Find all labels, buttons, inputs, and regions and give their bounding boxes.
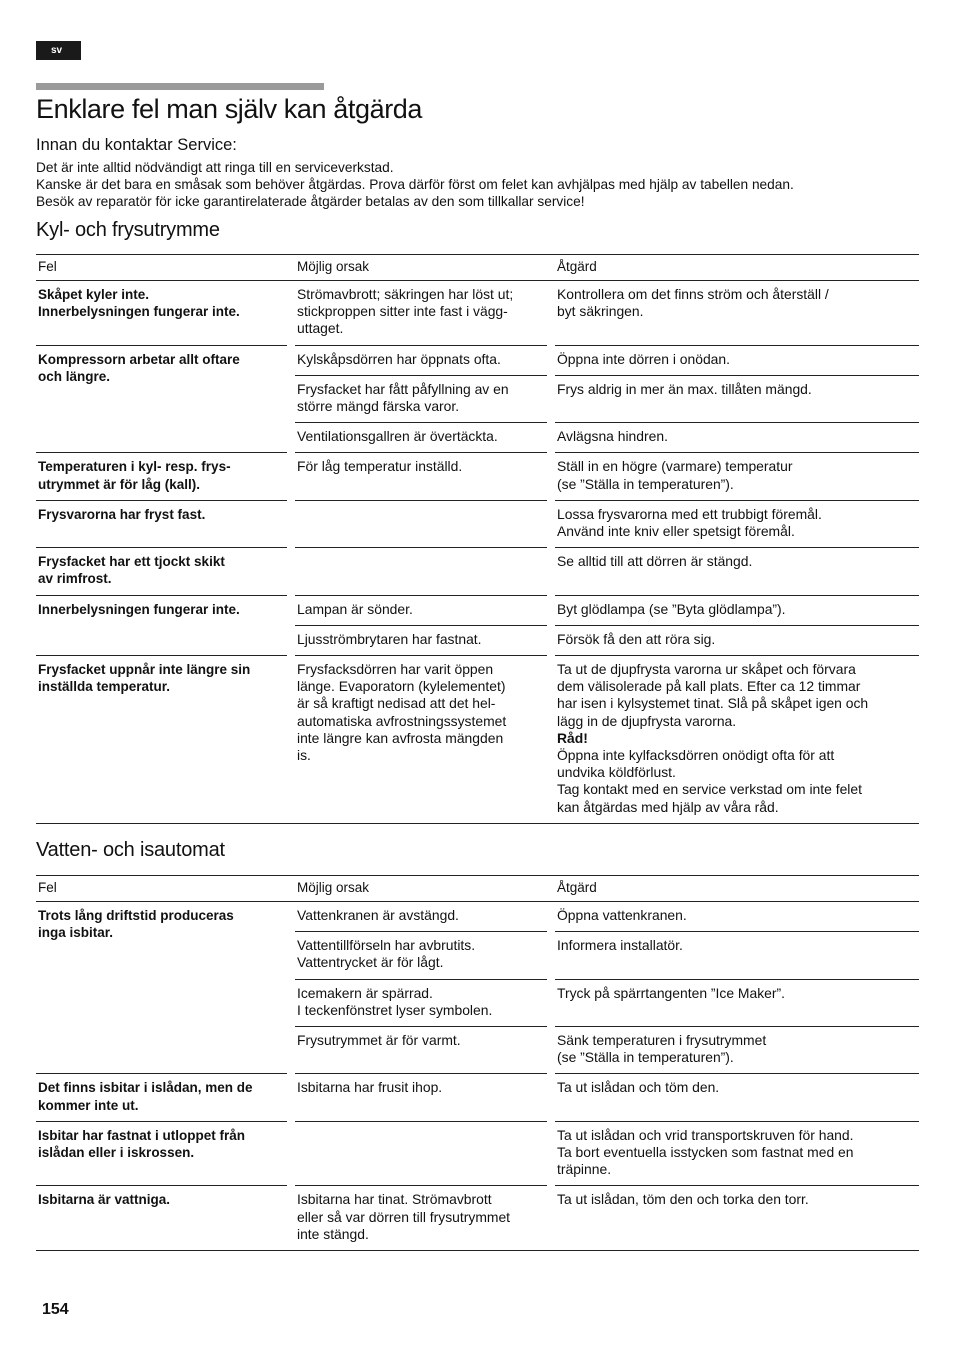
remedy-cell <box>555 375 919 422</box>
cell-line: Lossa frysvarorna med ett trubbigt föremål. <box>557 505 822 522</box>
remedy-cell <box>555 595 919 625</box>
cell-line: utrymmet är för låg (kall). <box>38 476 201 492</box>
cell-line: Ljusströmbrytaren har fastnat. <box>297 630 482 647</box>
cell-line: stickproppen sitter inte fast i vägg- <box>297 303 508 320</box>
cell-line: För låg temperatur inställd. <box>297 458 463 475</box>
header-cause: Möjlig orsak <box>295 876 547 902</box>
cell-line: Frysfacket uppnår inte längre sin <box>38 662 251 678</box>
cell-line: Vattentillförseln har avbrutits. <box>297 937 476 954</box>
cell-line: Ta ut de djupfrysta varorna ur skåpet och förvara <box>557 661 856 678</box>
cell-line: automatiska avfrostningssystemet <box>297 712 507 729</box>
cell-line: kan åtgärdas med hjälp av våra råd. <box>557 798 779 815</box>
cell-line: Icemakern är spärrad. <box>297 984 433 1001</box>
page-title: Enklare fel man själv kan åtgärda <box>36 94 423 124</box>
cell-line: Öppna vattenkranen. <box>557 907 687 923</box>
remedy-cell <box>555 281 919 346</box>
cell-line: Isbitarna har frusit ihop. <box>297 1079 443 1096</box>
header-remedy: Åtgärd <box>555 876 919 902</box>
cause-cell <box>295 595 547 625</box>
cell-line: Frysvarorna har fryst fast. <box>38 506 206 522</box>
section-title-fridge-freezer: Kyl- och frysutrymme <box>36 219 220 241</box>
cell-line: har isen i kylsystemet tinat. Slå på skåpet igen och <box>557 695 869 712</box>
cause-cell <box>295 423 547 453</box>
cause-cell <box>295 656 547 824</box>
remedy-cell <box>555 1074 919 1121</box>
cause-cell <box>295 1186 547 1251</box>
cause-cell <box>295 345 547 375</box>
cell-line: Se alltid till att dörren är stängd. <box>557 553 753 570</box>
cell-line: Frys aldrig in mer än max. tillåten mängd. <box>557 380 812 397</box>
cell-line: Tryck på spärrtangenten ”Ice Maker”. <box>557 984 785 1001</box>
remedy-cell <box>555 345 919 375</box>
fault-cell <box>36 1186 287 1251</box>
cell-line: Använd inte kniv eller spetsigt föremål. <box>557 523 795 540</box>
intro-line: Kanske är det bara en småsak som behöver åtgärdas. Prova därför först om felet kan avhjälpas med hjälp av tabellen nedan. <box>36 177 794 192</box>
cell-line: Tag kontakt med en service verkstad om inte felet <box>557 781 862 798</box>
cell-line: lägg in de djupfrysta varorna. <box>557 712 737 729</box>
fault-cell <box>36 1074 287 1121</box>
header-cause: Möjlig orsak <box>295 255 547 281</box>
cell-line: Trots lång driftstid produceras <box>38 908 234 923</box>
fault-cell <box>36 595 287 655</box>
cell-line: is. <box>297 747 311 764</box>
table-row <box>36 453 919 500</box>
cell-line: Informera installatör. <box>557 937 683 954</box>
cell-line: Ställ in en högre (varmare) temperatur <box>557 458 793 475</box>
cell-line: Innerbelysningen fungerar inte. <box>38 304 240 320</box>
cell-line: Ta bort eventuella isstycken som fastnat med en <box>557 1144 854 1161</box>
cell-line: Råd! <box>557 729 588 746</box>
cell-line: Skåpet kyler inte. <box>38 287 150 302</box>
cell-line: Isbitar har fastnat i utloppet från <box>38 1127 246 1143</box>
intro-block <box>36 136 916 210</box>
fault-cell <box>36 281 287 346</box>
cause-cell <box>295 932 547 979</box>
cause-cell <box>295 375 547 422</box>
cell-line: Det finns isbitar i islådan, men de <box>38 1080 253 1096</box>
cell-line: (se ”Ställa in temperaturen”). <box>557 1049 734 1066</box>
fault-cell <box>36 453 287 500</box>
table-row <box>36 902 919 932</box>
cell-line: Temperaturen i kyl- resp. frys- <box>38 459 231 475</box>
cell-line: inställda temperatur. <box>38 679 171 695</box>
cause-cell <box>295 902 547 932</box>
table-row <box>36 281 919 346</box>
header-fault: Fel <box>36 255 287 281</box>
fault-cell <box>36 500 287 547</box>
cause-cell <box>295 548 547 595</box>
cell-line: Frysfacket har fått påfyllning av en <box>297 380 509 397</box>
table-header-row <box>36 255 919 281</box>
cell-line: Frysfacket har ett tjockt skikt <box>38 554 225 570</box>
fault-cell <box>36 656 287 824</box>
cause-cell <box>295 625 547 655</box>
troubleshooting-table-water-ice <box>36 875 919 1251</box>
remedy-cell <box>555 1186 919 1251</box>
intro-line: Besök av reparatör för icke garantirelaterade åtgärder betalas av den som tillkallar service! <box>36 194 585 209</box>
cell-line: Byt glödlampa (se ”Byta glödlampa”). <box>557 600 786 617</box>
page-number: 154 <box>42 1301 69 1318</box>
remedy-cell <box>555 656 919 824</box>
cell-line: Innerbelysningen fungerar inte. <box>38 601 240 617</box>
cell-line: träpinne. <box>557 1161 612 1178</box>
cell-line: Ta ut islådan och vrid transportskruven för hand. <box>557 1126 854 1143</box>
cell-line: Öppna inte kylfacksdörren onödigt ofta för att <box>557 747 835 764</box>
cell-line: Ventilationsgallren är övertäckta. <box>297 428 498 445</box>
cell-line: undvika köldförlust. <box>557 764 676 781</box>
cause-cell <box>295 1027 547 1074</box>
cell-line: eller så var dörren till frysutrymmet <box>297 1208 511 1225</box>
table-header-row <box>36 876 919 902</box>
table-row <box>36 548 919 595</box>
cell-line: är så kraftigt nedisad att det hel- <box>297 695 496 712</box>
language-badge: sv <box>36 41 81 60</box>
remedy-cell <box>555 902 919 932</box>
cell-line: inte längre kan avfrosta mängden <box>297 729 504 746</box>
cause-cell <box>295 1074 547 1121</box>
cell-line: Kontrollera om det finns ström och återställ / <box>557 286 829 302</box>
header-remedy: Åtgärd <box>555 255 919 281</box>
header-fault: Fel <box>36 876 287 902</box>
cell-line: Isbitarna är vattniga. <box>38 1192 171 1208</box>
cell-line: Kylskåpsdörren har öppnats ofta. <box>297 350 501 367</box>
troubleshooting-table-fridge-freezer <box>36 254 919 824</box>
cell-line: Vattentrycket är för lågt. <box>297 954 444 971</box>
cell-line: kommer inte ut. <box>38 1097 139 1113</box>
remedy-cell <box>555 423 919 453</box>
remedy-cell <box>555 1027 919 1074</box>
remedy-cell <box>555 1121 919 1186</box>
table-row <box>36 500 919 547</box>
cell-line: Frysutrymmet är för varmt. <box>297 1032 461 1049</box>
intro-heading: Innan du kontaktar Service: <box>36 136 237 154</box>
cell-line: dem välisolerade på kall plats. Efter ca 12 timmar <box>557 678 861 695</box>
table-row <box>36 1074 919 1121</box>
fault-cell <box>36 1121 287 1186</box>
cause-cell <box>295 281 547 346</box>
table-row <box>36 1121 919 1186</box>
section-title-water-ice: Vatten- och isautomat <box>36 839 225 861</box>
fault-cell <box>36 902 287 1074</box>
table-row <box>36 1186 919 1251</box>
title-accent-bar <box>36 83 324 90</box>
remedy-cell <box>555 625 919 655</box>
cell-line: Ta ut islådan och töm den. <box>557 1079 720 1096</box>
cell-line: Strömavbrott; säkringen har löst ut; <box>297 286 514 302</box>
table-row <box>36 656 919 824</box>
cause-cell <box>295 1121 547 1186</box>
cell-line: Avlägsna hindren. <box>557 428 668 445</box>
cell-line: Lampan är sönder. <box>297 600 413 617</box>
remedy-cell <box>555 979 919 1026</box>
cell-line: inte stängd. <box>297 1225 369 1242</box>
cell-line: större mängd färska varor. <box>297 398 460 415</box>
cause-cell <box>295 453 547 500</box>
cell-line: Försök få den att röra sig. <box>557 630 716 647</box>
cell-line: (se ”Ställa in temperaturen”). <box>557 475 734 492</box>
remedy-cell <box>555 500 919 547</box>
cell-line: av rimfrost. <box>38 571 112 587</box>
cell-line: Frysfacksdörren har varit öppen <box>297 661 494 678</box>
table-row <box>36 345 919 375</box>
fault-cell <box>36 548 287 595</box>
intro-line: Det är inte alltid nödvändigt att ringa till en serviceverkstad. <box>36 160 394 175</box>
cause-cell <box>295 500 547 547</box>
cell-line: Ta ut islådan, töm den och torka den torr. <box>557 1191 809 1208</box>
cell-line: byt säkringen. <box>557 303 644 320</box>
cell-line: I teckenfönstret lyser symbolen. <box>297 1001 493 1018</box>
cell-line: Sänk temperaturen i frysutrymmet <box>557 1032 767 1049</box>
cell-line: inga isbitar. <box>38 925 114 941</box>
cell-line: och längre. <box>38 368 111 384</box>
fault-cell <box>36 345 287 453</box>
cell-line: Kompressorn arbetar allt oftare <box>38 351 240 367</box>
cell-line: Vattenkranen är avstängd. <box>297 907 459 923</box>
cell-line: islådan eller i iskrossen. <box>38 1145 195 1161</box>
cell-line: Öppna inte dörren i onödan. <box>557 350 730 367</box>
remedy-cell <box>555 548 919 595</box>
remedy-cell <box>555 932 919 979</box>
cell-line: uttaget. <box>297 320 344 337</box>
cell-line: Isbitarna har tinat. Strömavbrott <box>297 1191 492 1208</box>
table-row <box>36 595 919 625</box>
cause-cell <box>295 979 547 1026</box>
cell-line: länge. Evaporatorn (kylelementet) <box>297 678 506 695</box>
remedy-cell <box>555 453 919 500</box>
